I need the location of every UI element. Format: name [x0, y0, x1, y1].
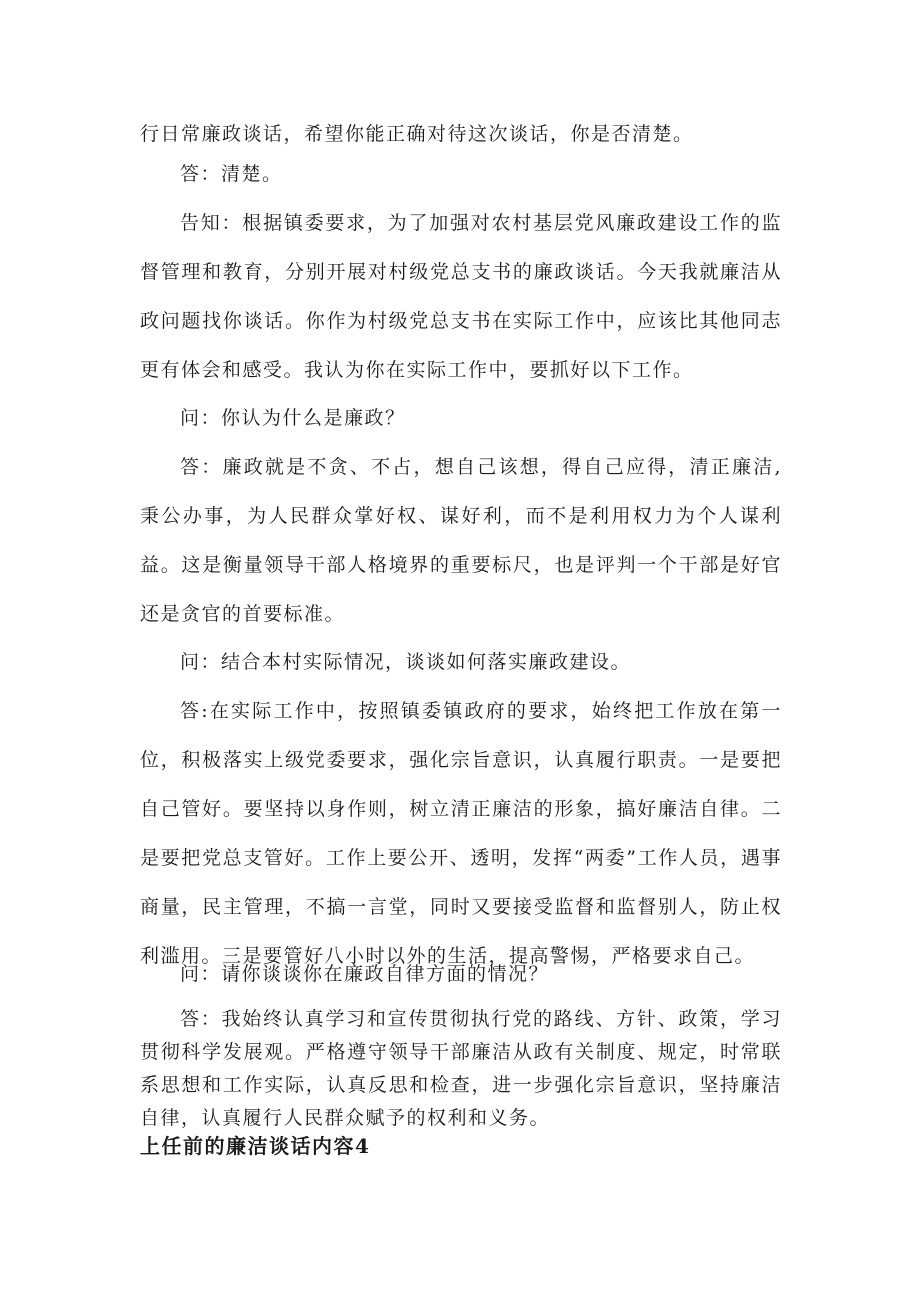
paragraph-notice: 告知：根据镇委要求，为了加强对农村基层党风廉政建设工作的监督管理和教育，分别开展对村级党总支书的廉政谈话。今天我就廉洁从政问题找你谈话。你作为村级党总支书在实际工作中，应该比其他同志更有体会和感受。我认为你在实际工作中，要抓好以下工作。 [140, 212, 782, 381]
paragraph-question-2: 问：结合本村实际情况，谈谈如何落实廉政建设。 [180, 651, 632, 673]
paragraph-1: 行日常廉政谈话，希望你能正确对待这次谈话，你是否清楚。 [140, 123, 694, 145]
paragraph-question-1: 问：你认为什么是廉政？ [180, 407, 406, 429]
paragraph-answer-1: 答：廉政就是不贪、不占，想自己该想，得自己应得，清正廉洁,秉公办事，为人民群众掌好权、谋好利，而不是利用权力为个人谋利益。这是衡量领导干部人格境界的重要标尺，也是评判一个干部是好官还是贪官的首要标准。 [140, 456, 782, 625]
paragraph-answer-3: 答：我始终认真学习和宣传贯彻执行党的路线、方针、政策，学习贯彻科学发展观。严格遵守领导干部廉洁从政有关制度、规定，时常联系思想和工作实际，认真反思和检查，进一步强化宗旨意识，坚持廉洁自律，认真履行人民群众赋予的权利和义务。 [140, 1008, 782, 1129]
paragraph-question-3: 问：请你谈谈你在廉政自律方面的情况？ [180, 963, 550, 985]
section-heading: 上任前的廉洁谈话内容4 [140, 1134, 371, 1158]
paragraph-answer-2: 答:在实际工作中，按照镇委镇政府的要求，始终把工作放在第一位，积极落实上级党委要求，强化宗旨意识，认真履行职责。一是要把自己管好。要坚持以身作则，树立清正廉洁的形象，搞好廉洁自律。二是要把党总支管好。工作上要公开、透明，发挥“两委”工作人员，遇事商量，民主管理，不搞一言堂，同时又要接受监督和监督别人，防止权利滥用。三是要管好八小时以外的生活，提高警惕，严格要求自己。 [140, 700, 782, 967]
paragraph-answer-clear: 答：清楚。 [180, 163, 283, 185]
